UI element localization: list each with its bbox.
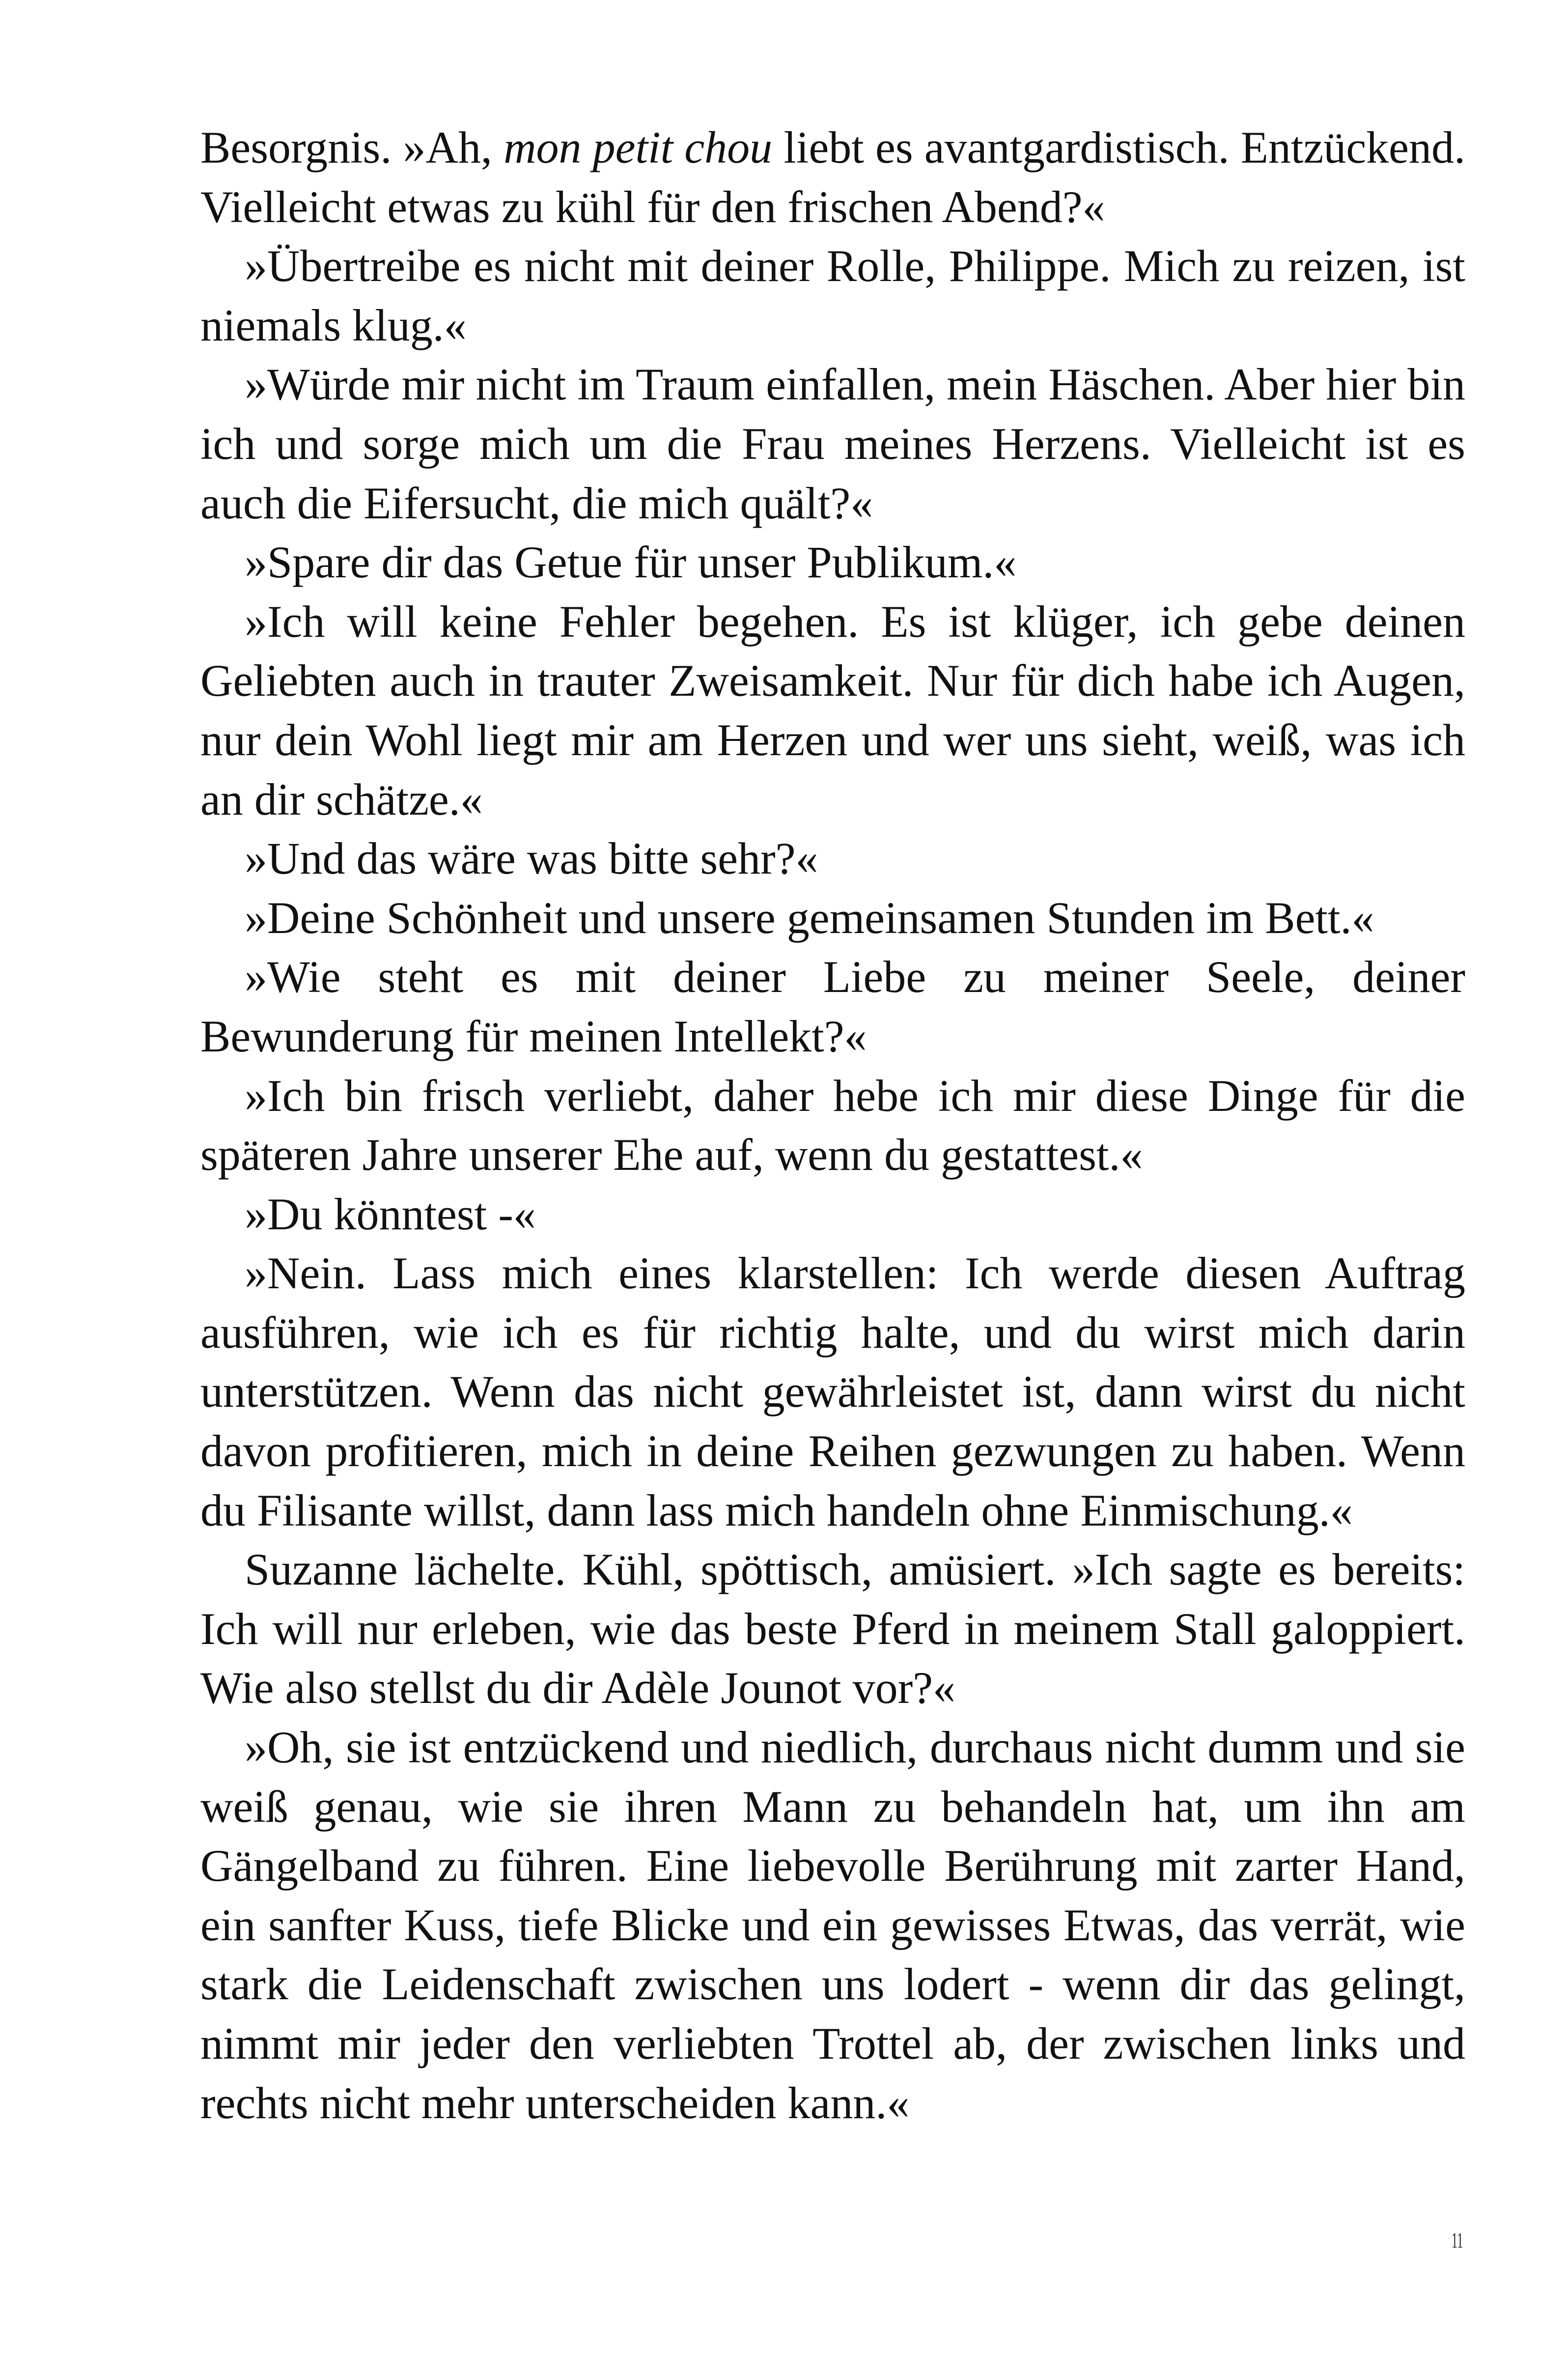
paragraph-3: »Würde mir nicht im Traum einfallen, mein Häschen. Aber hier bin ich und sorge mich um die Frau meines Herzens. Vielleicht ist es auch die Eifersucht, die mich quält?« — [200, 359, 1465, 528]
paragraph-4: »Spare dir das Getue für unser Publikum.« — [245, 537, 1017, 588]
paragraph-2: »Übertreibe es nicht mit deiner Rolle, Philippe. Mich zu reizen, ist niemals klug.« — [200, 241, 1465, 350]
paragraph-13: »Oh, sie ist entzückend und niedlich, durchaus nicht dumm und sie weiß genau, wie sie ihren Mann zu behandeln hat, um ihn am Gängelband zu führen. Eine liebevolle Berührung mit zarter Hand, ein sanfter Kuss, tiefe Blicke und ein gewisses Etwas, das verrät, wie stark die Leidenschaft zwischen uns lodert - wenn dir das gelingt, nimmt mir jeder den verliebten Trottel ab, der zwischen links und rechts nicht mehr unterscheiden kann.« — [200, 1722, 1465, 2128]
paragraph-8: »Wie steht es mit deiner Liebe zu meiner Seele, deiner Bewunderung für meinen Intellekt?« — [200, 952, 1465, 1061]
body-text — [200, 118, 1465, 2132]
paragraph-10: »Du könntest -« — [245, 1189, 536, 1239]
paragraph-9: »Ich bin frisch verliebt, daher hebe ich mir diese Dinge für die späteren Jahre unserer Ehe auf, wenn du gestattest.« — [200, 1070, 1465, 1180]
paragraph-1 — [200, 118, 1465, 236]
paragraph-7: »Deine Schönheit und unsere gemeinsamen Stunden im Bett.« — [245, 892, 1374, 943]
page-number: 11 — [1452, 2228, 1463, 2252]
paragraph-12: Suzanne lächelte. Kühl, spöttisch, amüsiert. »Ich sagte es bereits: Ich will nur erleben, wie das beste Pferd in meinem Stall galoppiert. Wie also stellst du dir Adèle Jounot vor?« — [200, 1544, 1465, 1713]
paragraph-1-italic: mon petit chou — [504, 122, 773, 172]
paragraph-6: »Und das wäre was bitte sehr?« — [245, 833, 818, 884]
paragraph-11: »Nein. Lass mich eines klarstellen: Ich werde diesen Auftrag ausführen, wie ich es für richtig halte, und du wirst mich darin unterstützen. Wenn das nicht gewährleistet ist, dann wirst du nicht davon profitieren, mich in deine Reihen gezwungen zu haben. Wenn du Filisante willst, dann lass mich handeln ohne Einmischung.« — [200, 1248, 1465, 1535]
paragraph-1-post: liebt es avantgardistisch. Entzückend. Vielleicht etwas zu kühl für den frischen Abend?« — [200, 122, 1465, 232]
paragraph-1-pre: Besorgnis. »Ah, — [200, 122, 504, 172]
paragraph-5: »Ich will keine Fehler begehen. Es ist klüger, ich gebe deinen Geliebten auch in trauter Zweisamkeit. Nur für dich habe ich Augen, nur dein Wohl liegt mir am Herzen und wer uns sieht, weiß, was ich an dir schätze.« — [200, 596, 1465, 824]
